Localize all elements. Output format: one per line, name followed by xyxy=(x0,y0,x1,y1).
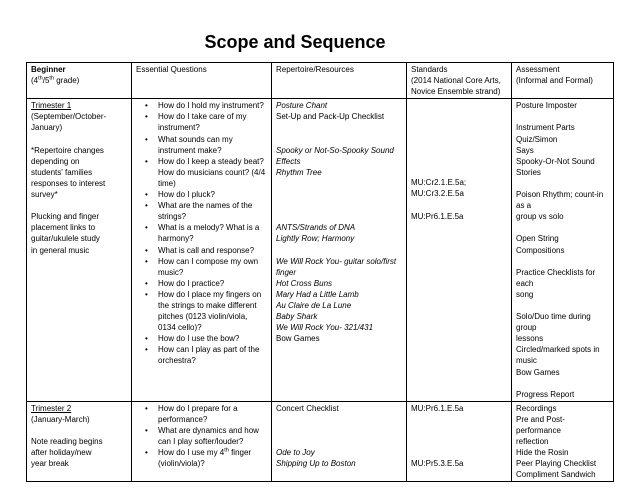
header-repertoire: Repertoire/Resources xyxy=(272,63,407,99)
trimester1-assessment: Posture Imposter Instrument Parts Quiz/Simon Says Spooky-Or-Not Sound Stories Poison Rhythm; count-in as a group vs solo Open String Compositions Practice Checklists for each song Solo/Duo time during group lessons Circled/marked spots in music Bow Games Progress Report xyxy=(512,99,614,402)
trimester2-standards: MU:Pr6.1.E.5a MU:Pr5.3.E.5a xyxy=(407,401,512,482)
list-item: • How can I compose my own music? xyxy=(158,256,267,278)
trimester1-repertoire: Posture Chant Set-Up and Pack-Up Checklist Spooky or Not-So-Spooky Sound Effects Rhythm Tree ANTS/Strands of DNA Lightly Row; Harmony We Will Rock You- guitar solo/first finger Hot Cross Buns Mary Had a Little Lamb Au Claire de La Lune Baby Shark We Will Rock You- 321/431 Bow Games xyxy=(272,99,407,402)
trimester2-repertoire: Concert Checklist Ode to Joy Shipping Up to Boston xyxy=(272,401,407,482)
list-item: • How do I use my 4th finger (violin/viola)? xyxy=(158,447,267,469)
scope-sequence-table xyxy=(26,62,614,482)
trimester1-row xyxy=(27,99,614,402)
list-item: • What is a melody? What is a harmony? xyxy=(158,222,267,244)
trimester2-info: Trimester 2 (January-March) Note reading begins after holiday/new year break xyxy=(27,401,132,482)
trimester2-row xyxy=(27,401,614,482)
question-list xyxy=(136,100,267,366)
trimester1-questions xyxy=(132,99,272,402)
list-item: • How do I use the bow? xyxy=(158,333,267,344)
trimester1-standards: MU:Cr2.1.E.5a; MU:Cr3.2.E.5a MU:Pr6.1.E.5a xyxy=(407,99,512,402)
trimester2-assessment: Recordings Pre and Post-performance reflection Hide the Rosin Peer Playing Checklist Compliment Sandwich xyxy=(512,401,614,482)
header-row xyxy=(27,63,614,99)
list-item: • How do I pluck? xyxy=(158,189,267,200)
trimester1-info: Trimester 1 (September/October- January) *Repertoire changes depending on students' families responses to interest survey* Plucking and finger placement links to guitar/ukulele study in general music xyxy=(27,99,132,402)
list-item: • How do I prepare for a performance? xyxy=(158,403,267,425)
list-item: • How do I practice? xyxy=(158,278,267,289)
header-questions: Essential Questions xyxy=(132,63,272,99)
header-standards: Standards (2014 National Core Arts, Novice Ensemble strand) xyxy=(407,63,512,99)
list-item: • What are the names of the strings? xyxy=(158,200,267,222)
page-title: Scope and Sequence xyxy=(204,32,386,52)
header-assessment: Assessment (Informal and Formal) xyxy=(512,63,614,99)
list-item: • How do I place my fingers on the strings to make different pitches (0123 violin/viola, 0134 cello)? xyxy=(158,289,267,333)
list-item: • How do I keep a steady beat? How do musicians count? (4/4 time) xyxy=(158,156,267,189)
list-item: • What is call and response? xyxy=(158,245,267,256)
question-list xyxy=(136,403,267,470)
header-beginner: Beginner (4th/5th grade) xyxy=(27,63,132,99)
list-item: • How do I take care of my instrument? xyxy=(158,111,267,133)
list-item: • How can I play as part of the orchestra? xyxy=(158,344,267,366)
list-item: • What are dynamics and how can I play softer/louder? xyxy=(158,425,267,447)
list-item: • How do I hold my instrument? xyxy=(158,100,267,111)
grade-range: (4th/5th grade) xyxy=(31,75,80,86)
trimester2-questions xyxy=(132,401,272,482)
list-item: • What sounds can my instrument make? xyxy=(158,134,267,156)
